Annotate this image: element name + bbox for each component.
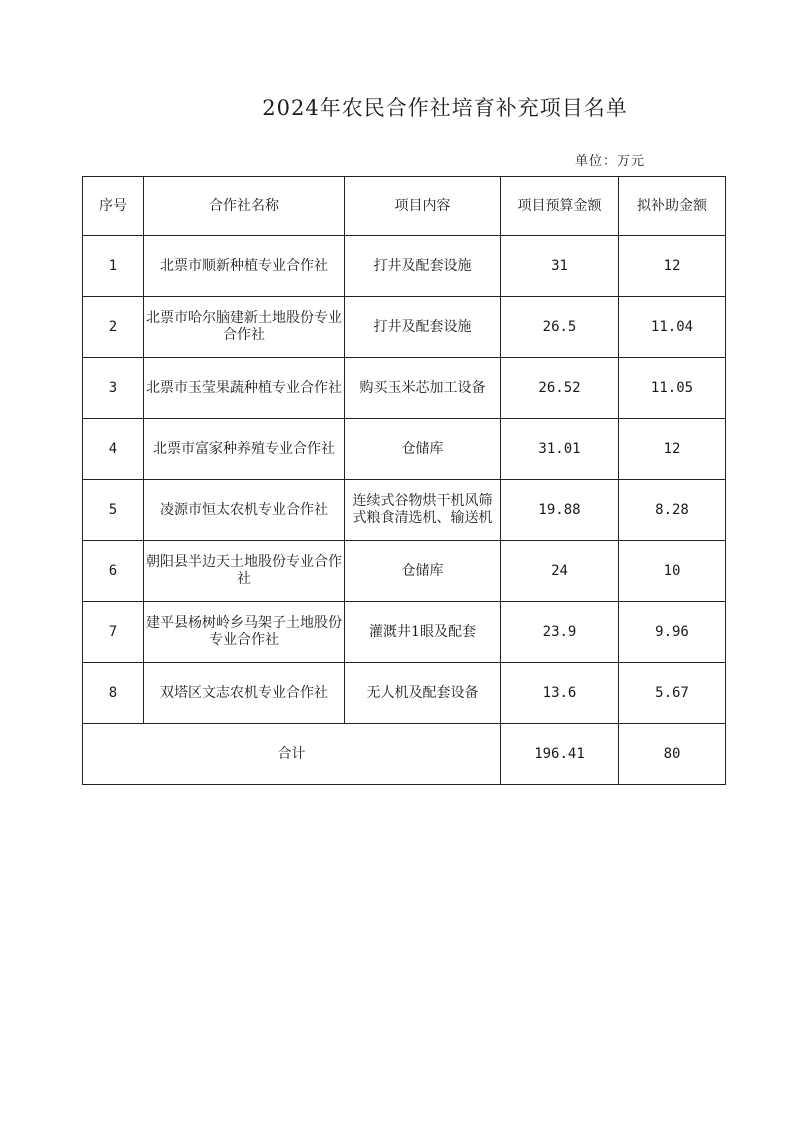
row-subsidy: 12 (619, 236, 726, 297)
table-row (83, 480, 726, 541)
row-subsidy: 11.05 (619, 358, 726, 419)
header-subsidy: 拟补助金额 (619, 177, 726, 236)
row-subsidy: 5.67 (619, 663, 726, 724)
row-name: 北票市富家种养殖专业合作社 (144, 419, 345, 480)
header-name: 合作社名称 (144, 177, 345, 236)
row-budget: 26.52 (501, 358, 619, 419)
row-no: 7 (83, 602, 144, 663)
document-title: 2024年农民合作社培育补充项目名单 (262, 96, 628, 120)
row-subsidy: 11.04 (619, 297, 726, 358)
total-subsidy: 80 (619, 724, 726, 785)
row-no: 2 (83, 297, 144, 358)
row-name: 朝阳县半边天土地股份专业合作社 (144, 541, 345, 602)
row-content: 灌溉井1眼及配套 (345, 602, 501, 663)
row-name: 北票市哈尔脑建新土地股份专业合作社 (144, 297, 345, 358)
row-subsidy: 9.96 (619, 602, 726, 663)
unit-label: 单位：万元 (575, 154, 646, 169)
row-name: 建平县杨树岭乡马架子土地股份专业合作社 (144, 602, 345, 663)
table-row (83, 236, 726, 297)
row-name: 双塔区文志农机专业合作社 (144, 663, 345, 724)
table-row (83, 602, 726, 663)
row-budget: 19.88 (501, 480, 619, 541)
row-budget: 31.01 (501, 419, 619, 480)
total-label: 合计 (83, 724, 501, 785)
row-budget: 24 (501, 541, 619, 602)
row-no: 1 (83, 236, 144, 297)
total-budget: 196.41 (501, 724, 619, 785)
row-subsidy: 8.28 (619, 480, 726, 541)
row-content: 仓储库 (345, 419, 501, 480)
row-subsidy: 12 (619, 419, 726, 480)
row-content: 连续式谷物烘干机风筛式粮食清选机、输送机 (345, 480, 501, 541)
project-table (82, 176, 726, 785)
row-name: 北票市玉莹果蔬种植专业合作社 (144, 358, 345, 419)
row-no: 8 (83, 663, 144, 724)
row-name: 北票市顺新种植专业合作社 (144, 236, 345, 297)
row-content: 打井及配套设施 (345, 236, 501, 297)
header-no: 序号 (83, 177, 144, 236)
row-no: 4 (83, 419, 144, 480)
table-row (83, 358, 726, 419)
row-content: 无人机及配套设备 (345, 663, 501, 724)
row-no: 5 (83, 480, 144, 541)
row-name: 凌源市恒太农机专业合作社 (144, 480, 345, 541)
table-row (83, 663, 726, 724)
row-subsidy: 10 (619, 541, 726, 602)
row-no: 6 (83, 541, 144, 602)
table-header-row (83, 177, 726, 236)
row-content: 仓储库 (345, 541, 501, 602)
row-no: 3 (83, 358, 144, 419)
row-budget: 23.9 (501, 602, 619, 663)
header-budget: 项目预算金额 (501, 177, 619, 236)
row-content: 打井及配套设施 (345, 297, 501, 358)
row-budget: 26.5 (501, 297, 619, 358)
row-content: 购买玉米芯加工设备 (345, 358, 501, 419)
row-budget: 13.6 (501, 663, 619, 724)
row-budget: 31 (501, 236, 619, 297)
header-content: 项目内容 (345, 177, 501, 236)
table-row (83, 541, 726, 602)
total-row (83, 724, 726, 785)
table-row (83, 297, 726, 358)
table-row (83, 419, 726, 480)
